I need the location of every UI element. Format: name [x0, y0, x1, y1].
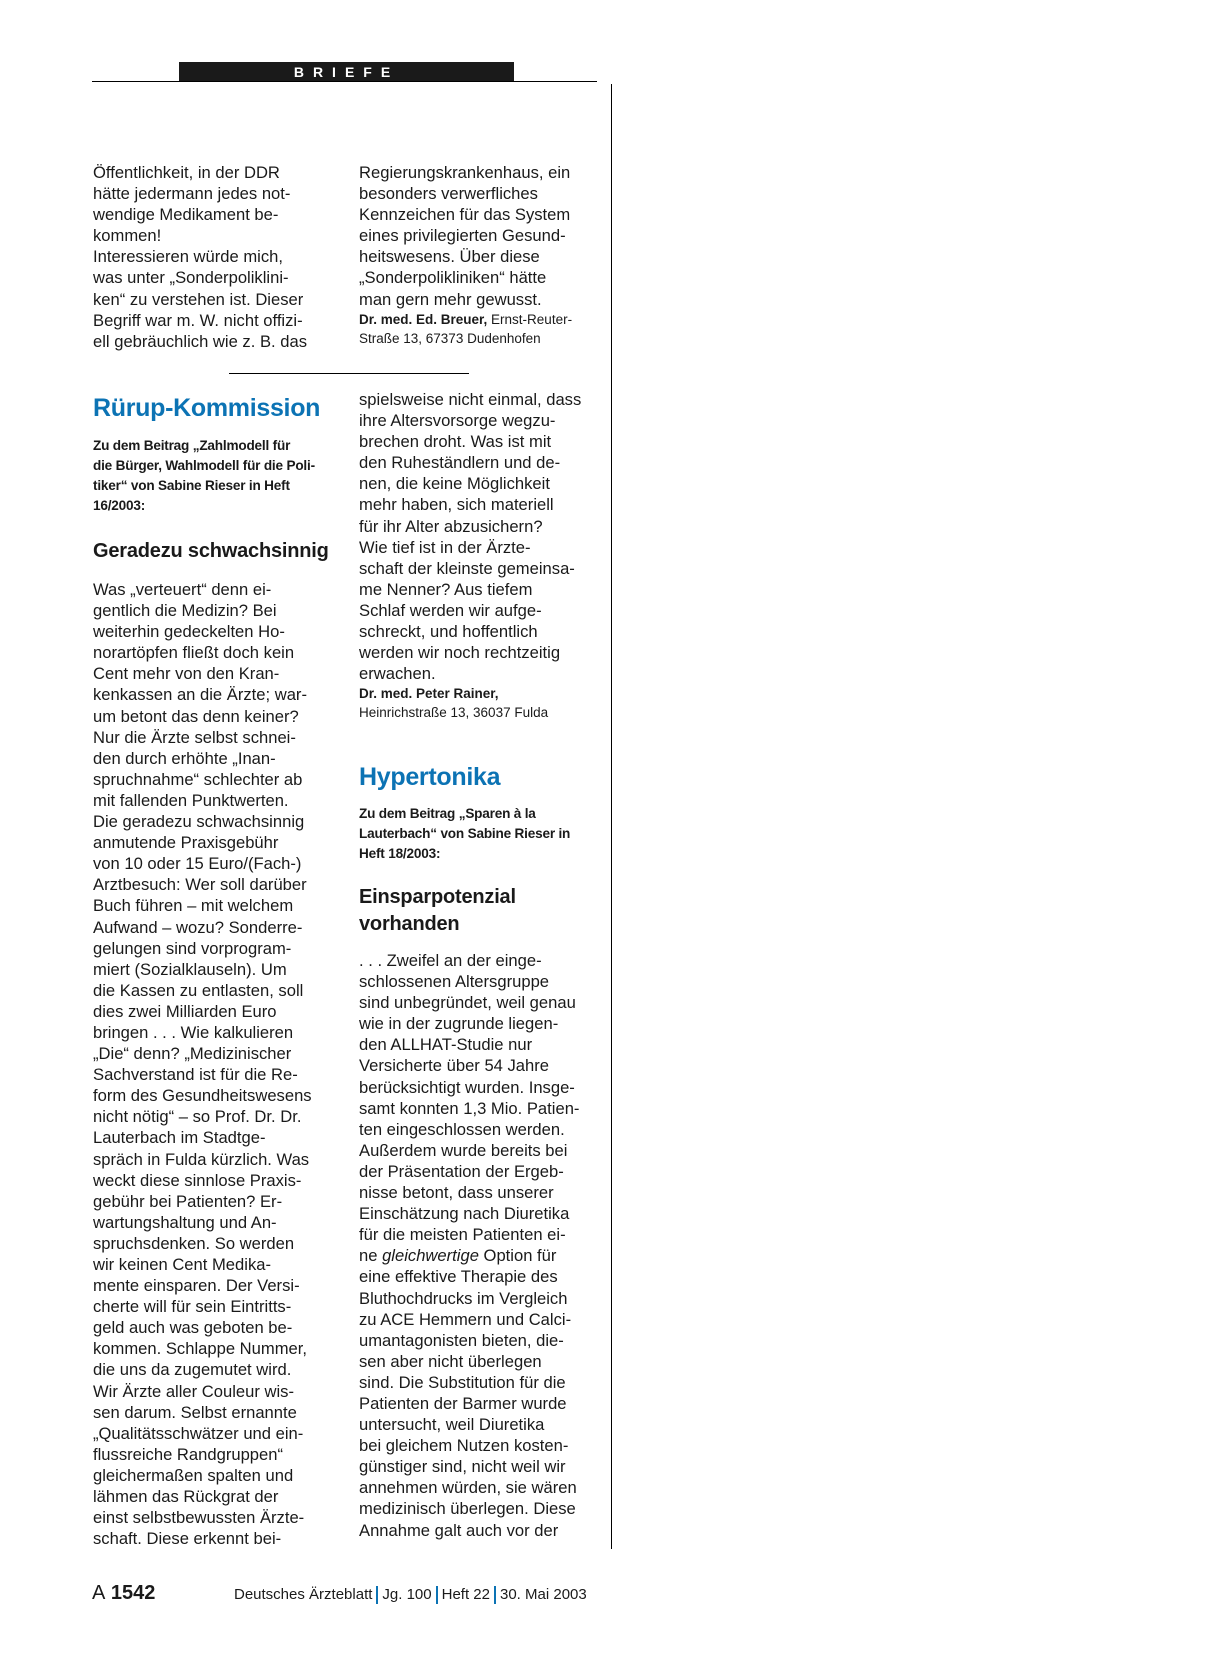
letter-top-col2-text: Regierungskrankenhaus, ein besonders verwerfliches Kennzeichen für das System eines privilegierten Gesund- heitswesens. Über diese „Sonderpolikliniken“ hätte man gern mehr gewusst.: [359, 163, 571, 309]
column-rule: [611, 84, 612, 1549]
header-rule: [92, 81, 597, 82]
ruerup-signature-name: Dr. med. Peter Rainer,: [359, 686, 499, 702]
hypertonika-heading: Hypertonika: [359, 763, 501, 791]
hypertonika-text-part2: Option für eine effektive Therapie des Bluthochdrucks im Vergleich zu ACE Hemmern und Calci- umantagonisten bieten, die- sen aber nicht überlegen sind. Die Substitution für die Patienten der Barmer wurde untersucht, weil Diuretika bei gleichem Nutzen kosten- günstiger sind, nicht weil wir annehmen würden, sie wären medizinisch überlegen. Diese Annahme galt auch vor der: [359, 1246, 577, 1540]
ruerup-col1: [93, 579, 336, 1549]
footer-info: [234, 1586, 587, 1604]
page-number-value: 1542: [110, 1582, 156, 1604]
ruerup-col1-text: Was „verteuert“ denn ei- gentlich die Medizin? Bei weiterhin gedeckelten Ho- norartöpfen fließt doch kein Cent mehr von den Kran- kenkassen an die Ärzte; war- um betont das denn keiner? Nur die Ärzte selbst schnei- den durch erhöhte „Inan- spruchnahme“ schlechter ab mit fallenden Punktwerten. Die geradezu schwachsinnig anmutende Praxisgebühr von 10 oder 15 Euro/(Fach-) Arztbesuch: Wer soll darüber Buch führen – mit welchem Aufwand – wozu? Sonderre- gelungen sind vorprogram- miert (Sozialklauseln). Um die Kassen zu entlasten, soll dies zwei Milliarden Euro bringen . . . Wie kalkulieren „Die“ denn? „Medizinischer Sachverstand ist für die Re- form des Gesundheitswesens nicht nötig“ – so Prof. Dr. Dr. Lauterbach im Stadtge- spräch in Fulda kürzlich. Was weckt diese sinnlose Praxis- gebühr bei Patienten? Er- wartungshaltung und An- spruchsdenken. So werden wir keinen Cent Medika- mente einsparen. Der Versi- cherte will für sein Eintritts- geld auch was geboten be- kommen. Schlappe Nummer, die uns da zugemutet wird. Wir Ärzte aller Couleur wis- sen darum. Selbst ernannte „Qualitätsschwätzer und ein- flussreiche Randgruppen“ gleichermaßen spalten und lähmen das Rückgrat der einst selbstbewussten Ärzte- schaft. Diese erkennt bei-: [93, 580, 312, 1549]
page-prefix: A: [92, 1582, 106, 1604]
ruerup-heading: Rürup-Kommission: [93, 394, 321, 422]
footer-separator: [494, 1586, 496, 1604]
footer-issue: Heft 22: [441, 1586, 490, 1603]
footer-journal: Deutsches Ärzteblatt: [234, 1586, 373, 1603]
hypertonika-text: [359, 950, 602, 1541]
letter-top-signature-name: Dr. med. Ed. Breuer,: [359, 311, 488, 327]
hypertonika-subheading: Einsparpotenzial vorhanden: [359, 886, 516, 935]
ruerup-col2-text: spielsweise nicht einmal, dass ihre Altersvorsorge wegzu- brechen droht. Was ist mit den Ruheständlern und de- nen, die keine Möglichkeit mehr haben, sich materiell für ihr Alter abzusichern? Wie tief ist in der Ärzte- schaft der kleinste gemeinsa- me Nenner? Aus tiefem Schlaf werden wir aufge- schreckt, und hoffentlich werden wir noch rechtzeitig erwachen.: [359, 390, 582, 684]
footer-separator: [436, 1586, 438, 1604]
ruerup-col2: [359, 389, 602, 722]
letter-separator: [229, 373, 469, 374]
footer-date: 30. Mai 2003: [500, 1586, 587, 1603]
letter-top-signature-address: Ernst-Reuter- Straße 13, 67373 Dudenhofen: [359, 311, 573, 346]
letter-top-col1: [93, 162, 336, 352]
ruerup-signature: [359, 684, 602, 722]
hypertonika-intro: Zu dem Beitrag „Sparen à la Lauterbach“ von Sabine Rieser in Heft 18/2003:: [359, 806, 571, 861]
page-number: [92, 1582, 155, 1605]
letter-top-col1-text: Öffentlichkeit, in der DDR hätte jedermann jedes not- wendige Medikament be- kommen! Interessieren würde mich, was unter „Sonderpoliklini- ken“ zu verstehen ist. Dieser Begriff war m. W. nicht offizi- ell gebräuchlich wie z. B. das: [93, 163, 307, 351]
ruerup-subheading: Geradezu schwachsinnig: [93, 540, 329, 562]
ruerup-section: [93, 393, 336, 1549]
letter-top-signature: [359, 310, 602, 348]
letter-top-col2: [359, 162, 602, 348]
section-header: BRIEFE: [179, 62, 514, 82]
hypertonika-section: [359, 762, 602, 1541]
footer-separator: [376, 1586, 378, 1604]
ruerup-signature-address: Heinrichstraße 13, 36037 Fulda: [359, 705, 549, 721]
hypertonika-text-emphasis: gleichwertige: [382, 1246, 479, 1266]
footer-volume: Jg. 100: [382, 1586, 432, 1603]
hypertonika-body: [359, 950, 602, 1541]
hypertonika-text-part1: . . . Zweifel an der einge- schlossenen Altersgruppe sind unbegründet, weil genau wie in der zugrunde liegen- den ALLHAT-Studie nur Versicherte über 54 Jahre berücksichtigt wurden. Insge- samt konnten 1,3 Mio. Patien- ten eingeschlossen werden. Außerdem wurde bereits bei der Präsentation der Ergeb- nisse betont, dass unserer Einschätzung nach Diuretika für die meisten Patienten ei- ne: [359, 951, 580, 1266]
ruerup-intro: Zu dem Beitrag „Zahlmodell für die Bürger, Wahlmodell für die Poli- tiker“ von Sabine Rieser in Heft 16/2003:: [93, 438, 315, 513]
